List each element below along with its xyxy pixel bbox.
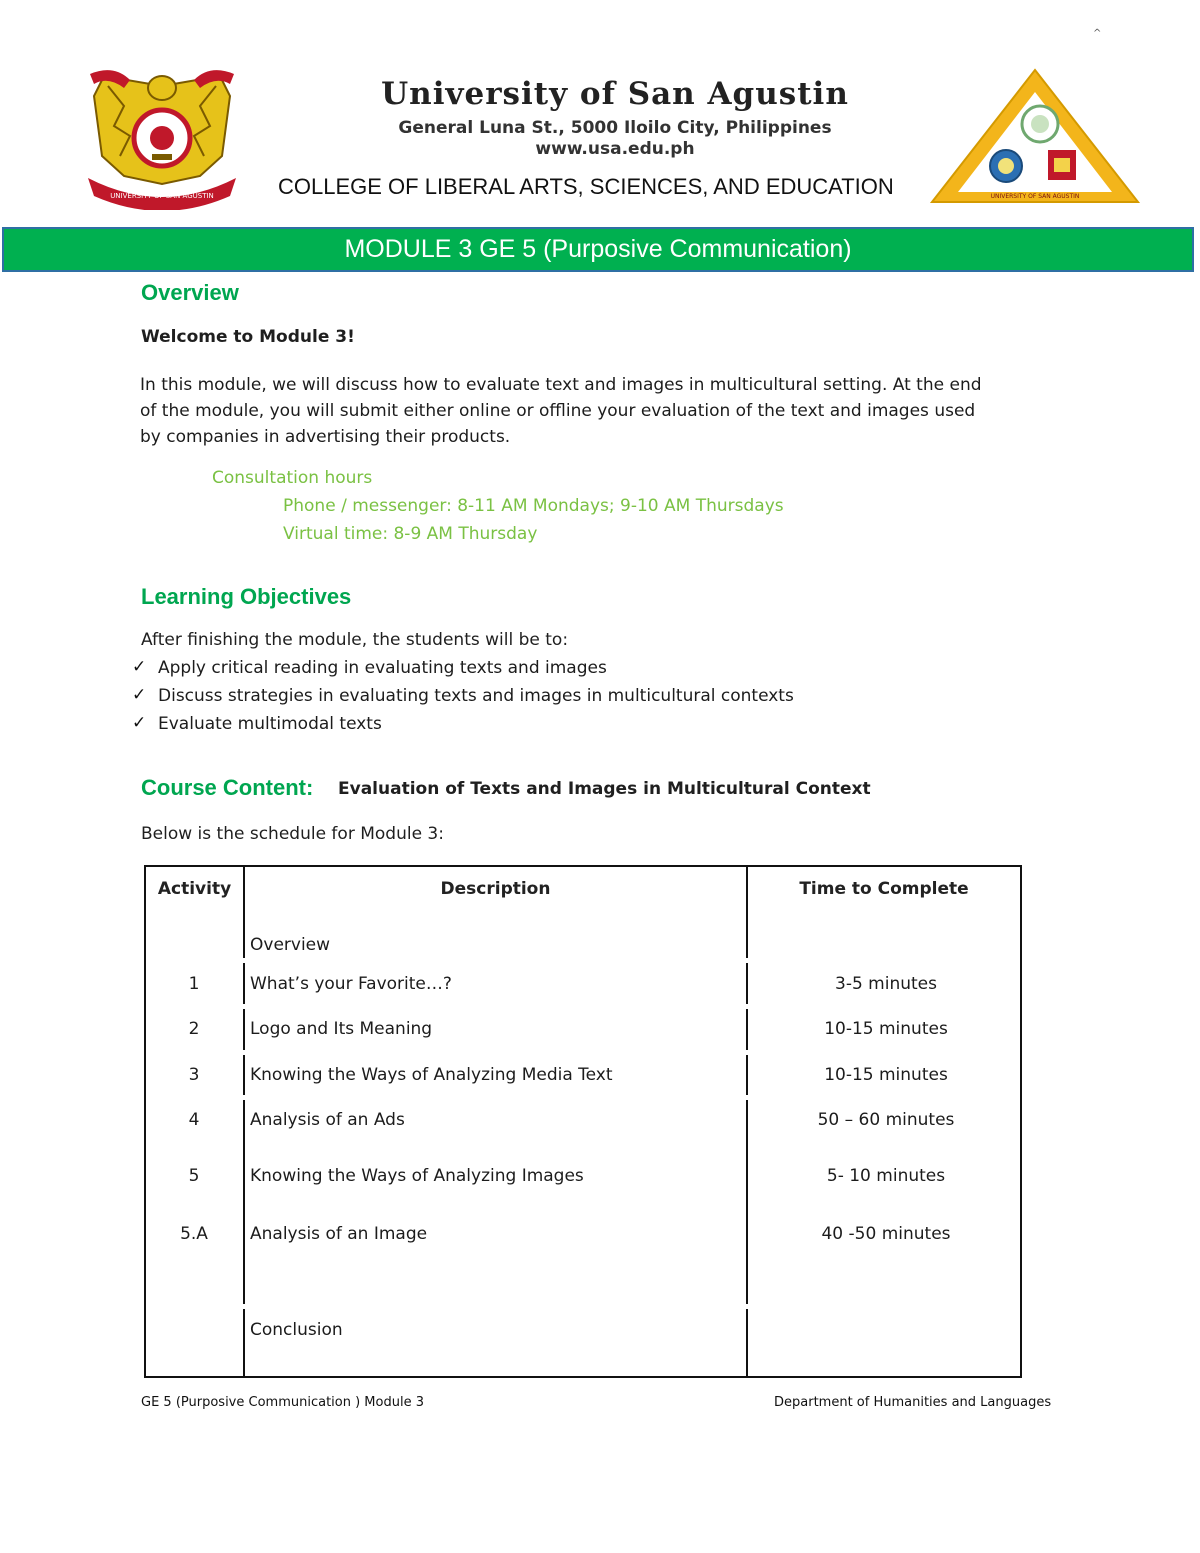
time-cell: 50 – 60 minutes: [817, 1110, 955, 1130]
time-cell: 10-15 minutes: [824, 1019, 948, 1039]
checkmark-icon: ✓: [132, 657, 147, 677]
objectives-intro: After finishing the module, the students will be to:: [141, 630, 569, 650]
module-banner: [2, 227, 1194, 272]
objectives-heading: Learning Objectives: [141, 584, 352, 609]
activity-cell: 5: [188, 1166, 200, 1186]
activity-cell: 3: [188, 1065, 200, 1085]
activity-cell: 1: [188, 974, 200, 994]
description-cell: What’s your Favorite…?: [250, 974, 452, 994]
consultation-label: Consultation hours: [212, 468, 373, 488]
university-name: University of San Agustin: [381, 76, 849, 112]
seal-ribbon-text: UNIVERSITY OF SAN AGUSTIN: [110, 192, 214, 200]
corner-mark: ^: [1093, 28, 1102, 39]
course-subtitle: Evaluation of Texts and Images in Multicultural Context: [338, 779, 871, 799]
activity-cell: 5.A: [180, 1224, 208, 1244]
overview-line: of the module, you will submit either online or offline your evaluation of the text and images used: [140, 401, 976, 421]
schedule-table: [144, 865, 1022, 1378]
time-cell: 10-15 minutes: [824, 1065, 948, 1085]
description-cell: Analysis of an Image: [250, 1224, 428, 1244]
description-cell: Conclusion: [250, 1320, 343, 1340]
checkmark-icon: ✓: [132, 713, 147, 733]
row-gap: [146, 1050, 1020, 1055]
course-heading: Course Content:: [141, 775, 314, 800]
university-seal-logo: [84, 66, 240, 210]
overview-paragraph: [140, 372, 1030, 450]
objective-item: Apply critical reading in evaluating texts and images: [158, 658, 607, 678]
time-cell: 40 -50 minutes: [821, 1224, 951, 1244]
overview-line: In this module, we will discuss how to evaluate text and images in multicultural setting. At the end: [140, 375, 982, 395]
welcome-text: Welcome to Module 3!: [141, 327, 355, 347]
row-gap: [146, 1095, 1020, 1100]
header-activity: Activity: [157, 879, 232, 899]
column-divider: [746, 867, 748, 1376]
consultation-phone: Phone / messenger: 8-11 AM Mondays; 9-10 AM Thursdays: [283, 496, 784, 516]
column-divider: [243, 867, 245, 1376]
university-website: www.usa.edu.ph: [535, 139, 695, 159]
row-gap: [146, 1304, 1020, 1309]
description-cell: Knowing the Ways of Analyzing Images: [250, 1166, 584, 1186]
university-address: General Luna St., 5000 Iloilo City, Philippines: [398, 118, 832, 138]
description-cell: Overview: [250, 935, 331, 955]
overview-line: by companies in advertising their products.: [140, 427, 511, 447]
header-description: Description: [440, 879, 551, 899]
time-cell: 5- 10 minutes: [826, 1166, 946, 1186]
objective-item: Discuss strategies in evaluating texts and images in multicultural contexts: [158, 686, 794, 706]
checkmark-icon: ✓: [132, 685, 147, 705]
consultation-virtual: Virtual time: 8-9 AM Thursday: [283, 524, 538, 544]
description-cell: Knowing the Ways of Analyzing Media Text: [250, 1065, 613, 1085]
schedule-intro: Below is the schedule for Module 3:: [141, 824, 444, 844]
time-cell: 3-5 minutes: [835, 974, 937, 994]
description-cell: Logo and Its Meaning: [250, 1019, 433, 1039]
activity-cell: 2: [188, 1019, 200, 1039]
triangle-logo-text: UNIVERSITY OF SAN AGUSTIN: [990, 193, 1080, 200]
row-gap: [146, 1004, 1020, 1009]
description-cell: Analysis of an Ads: [250, 1110, 405, 1130]
footer-right: Department of Humanities and Languages: [774, 1395, 1052, 1410]
college-name: COLLEGE OF LIBERAL ARTS, SCIENCES, AND EDUCATION: [278, 174, 894, 199]
objective-item: Evaluate multimodal texts: [158, 714, 382, 734]
module-title: MODULE 3 GE 5 (Purposive Communication): [344, 235, 852, 263]
college-triangle-logo: [928, 66, 1142, 206]
row-gap: [146, 958, 1020, 963]
overview-heading: Overview: [141, 280, 239, 305]
activity-cell: 4: [188, 1110, 200, 1130]
header-time: Time to Complete: [799, 879, 969, 899]
footer-left: GE 5 (Purposive Communication ) Module 3: [141, 1395, 424, 1410]
